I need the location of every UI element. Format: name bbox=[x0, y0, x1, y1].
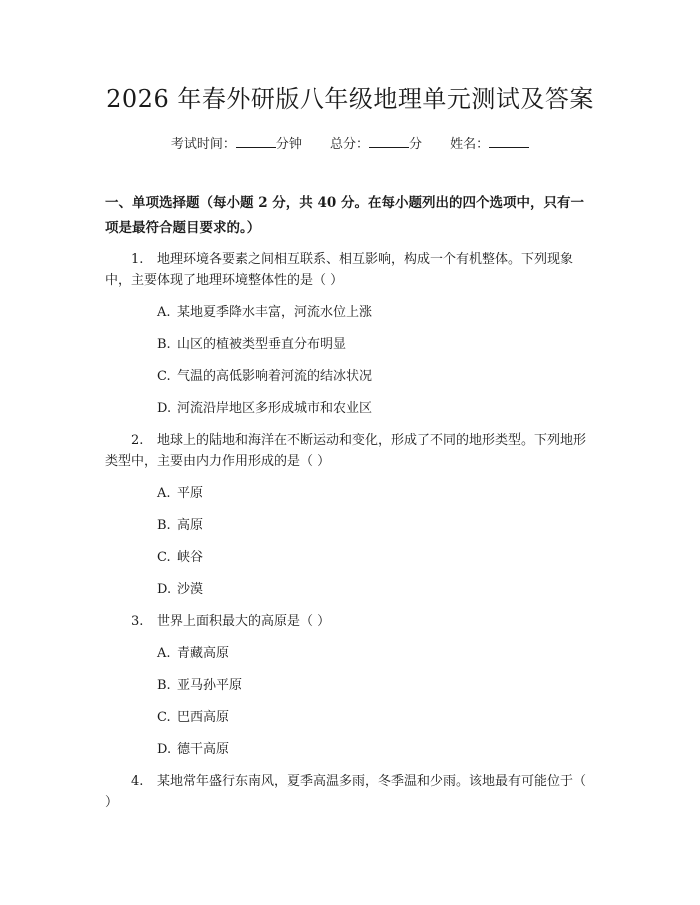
question-text: 地理环境各要素之间相互联系、相互影响，构成一个有机整体。下列现象中，主要体现了地理环境整体性的是（ ） bbox=[105, 252, 574, 288]
student-name-blank bbox=[489, 135, 529, 148]
option-a bbox=[105, 644, 595, 664]
option-c bbox=[105, 708, 595, 728]
option-text: 河流沿岸地区多形成城市和农业区 bbox=[177, 401, 373, 416]
question-number: 1. bbox=[131, 252, 144, 267]
option-b bbox=[105, 676, 595, 696]
section-heading: 一、单项选择题（每小题 2 分，共 40 分。在每小题列出的四个选项中，只有一项是最符合题目要求的。） bbox=[105, 195, 584, 236]
question-text: 某地常年盛行东南风，夏季高温多雨，冬季温和少雨。该地最有可能位于（ ） bbox=[105, 774, 587, 810]
option-text: 沙漠 bbox=[177, 582, 204, 597]
option-text: 峡谷 bbox=[177, 550, 204, 565]
total-score-unit: 分 bbox=[409, 137, 423, 152]
option-a bbox=[105, 484, 595, 504]
question-text: 地球上的陆地和海洋在不断运动和变化，形成了不同的地形类型。下列地形类型中，主要由内力作用形成的是（ ） bbox=[105, 433, 587, 469]
question-number: 3. bbox=[131, 614, 144, 629]
option-text: 高原 bbox=[177, 518, 204, 533]
document-title: 2026 年春外研版八年级地理单元测试及答案 bbox=[106, 85, 594, 113]
option-letter: B. bbox=[157, 337, 171, 352]
question-stem bbox=[105, 611, 595, 632]
option-b bbox=[105, 516, 595, 536]
option-c bbox=[105, 548, 595, 568]
question-text: 世界上面积最大的高原是（ ） bbox=[157, 614, 331, 629]
question-2 bbox=[105, 430, 595, 600]
option-text: 山区的植被类型垂直分布明显 bbox=[177, 337, 347, 352]
student-name-field bbox=[450, 137, 529, 152]
option-text: 亚马孙平原 bbox=[177, 678, 243, 693]
exam-time-unit: 分钟 bbox=[275, 137, 302, 152]
option-letter: D. bbox=[157, 582, 172, 597]
option-text: 气温的高低影响着河流的结冰状况 bbox=[177, 369, 373, 384]
option-letter: B. bbox=[157, 518, 171, 533]
question-3 bbox=[105, 611, 595, 760]
total-score-blank bbox=[369, 135, 409, 148]
question-stem bbox=[105, 430, 595, 472]
total-score-label: 总分： bbox=[329, 137, 369, 152]
option-list bbox=[105, 644, 595, 760]
option-letter: A. bbox=[157, 646, 171, 661]
option-d bbox=[105, 580, 595, 600]
question-stem bbox=[105, 249, 595, 291]
option-letter: C. bbox=[157, 369, 171, 384]
option-b bbox=[105, 335, 595, 355]
option-letter: A. bbox=[157, 305, 171, 320]
question-number: 4. bbox=[131, 774, 144, 789]
option-d bbox=[105, 740, 595, 760]
question-stem bbox=[105, 771, 595, 813]
option-letter: D. bbox=[157, 742, 172, 757]
exam-meta-line bbox=[105, 135, 595, 155]
option-c bbox=[105, 367, 595, 387]
total-score-field bbox=[330, 137, 426, 152]
option-d bbox=[105, 399, 595, 419]
exam-time-label: 考试时间： bbox=[170, 137, 236, 152]
option-letter: B. bbox=[157, 678, 171, 693]
question-4 bbox=[105, 771, 595, 813]
option-text: 平原 bbox=[177, 486, 204, 501]
option-letter: D. bbox=[157, 401, 172, 416]
option-text: 德干高原 bbox=[177, 742, 230, 757]
option-a bbox=[105, 303, 595, 323]
option-list bbox=[105, 484, 595, 600]
option-letter: C. bbox=[157, 550, 171, 565]
option-letter: C. bbox=[157, 710, 171, 725]
option-text: 巴西高原 bbox=[177, 710, 230, 725]
exam-time-field bbox=[171, 137, 306, 152]
option-letter: A. bbox=[157, 486, 171, 501]
question-1 bbox=[105, 249, 595, 419]
exam-time-blank bbox=[236, 135, 276, 148]
option-text: 青藏高原 bbox=[177, 646, 230, 661]
question-number: 2. bbox=[131, 433, 144, 448]
option-text: 某地夏季降水丰富，河流水位上涨 bbox=[177, 305, 373, 320]
option-list bbox=[105, 303, 595, 419]
student-name-label: 姓名： bbox=[450, 137, 490, 152]
